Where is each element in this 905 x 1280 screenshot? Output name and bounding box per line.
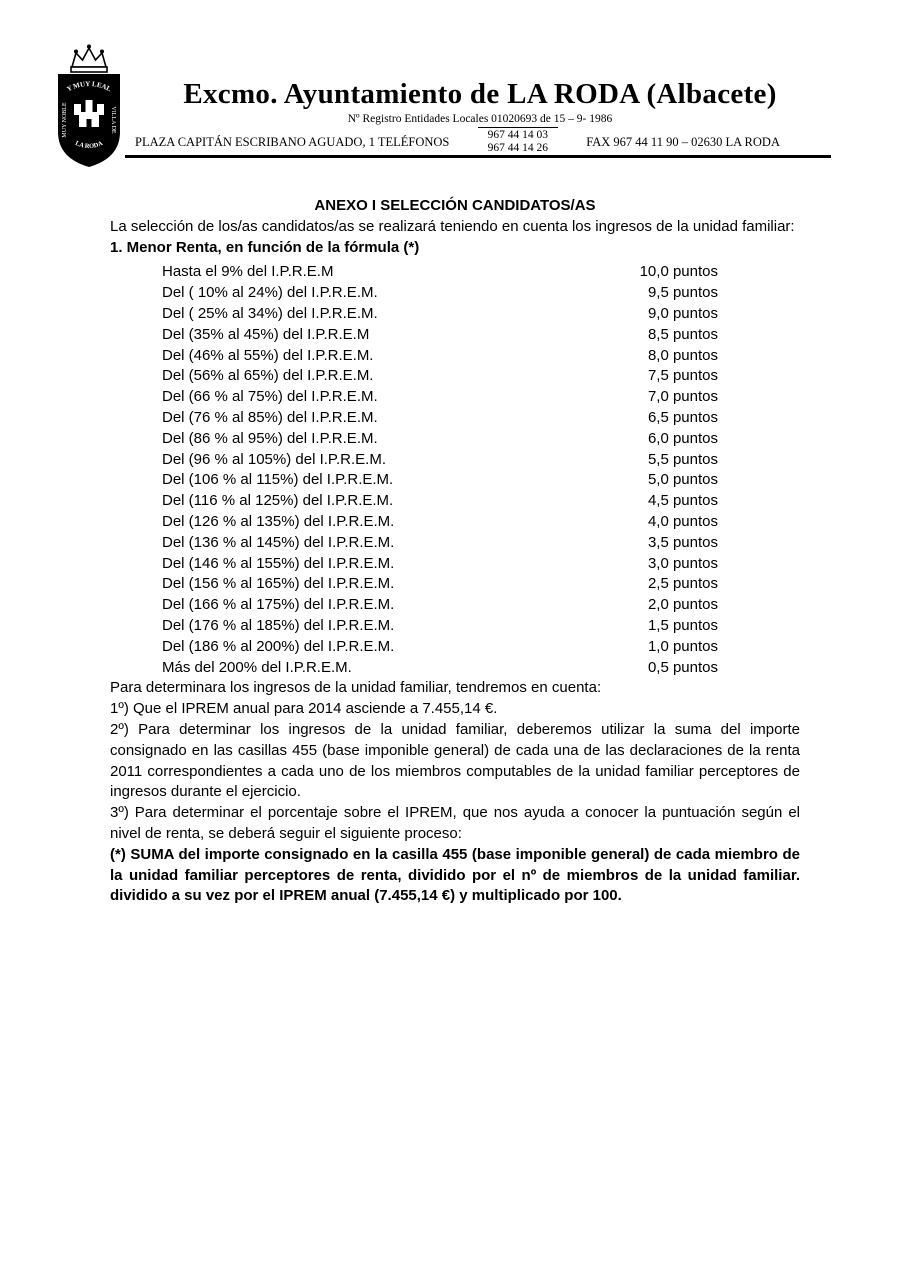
scale-row (110, 658, 718, 679)
scale-row (110, 595, 718, 616)
scale-points: 4,0 puntos (647, 512, 718, 530)
scale-row (110, 283, 718, 304)
scale-label: Del (46% al 55%) del I.P.R.E.M. (162, 346, 374, 364)
logo-motto-right: VILLA DE (110, 106, 116, 134)
intro-paragraph: La selección de los/as candidatos/as se realizará teniendo en cuenta los ingresos de la unidad familiar: (110, 217, 795, 235)
scale-label: Del (66 % al 75%) del I.P.R.E.M. (162, 388, 378, 406)
phone-2: 967 44 14 26 (487, 142, 548, 154)
scale-points: 0,5 puntos (647, 658, 718, 676)
header-info-row (135, 127, 780, 157)
scale-row (110, 346, 718, 367)
registry-line: Nº Registro Entidades Locales 01020693 de 15 – 9- 1986 (347, 113, 613, 125)
scale-points: 8,0 puntos (647, 346, 718, 364)
scale-points: 8,5 puntos (647, 325, 718, 343)
scale-label: Del (106 % al 115%) del I.P.R.E.M. (162, 471, 394, 489)
scale-row (110, 616, 718, 637)
fax-line: FAX 967 44 11 90 – 02630 LA RODA (586, 134, 780, 149)
coat-of-arms-icon (55, 40, 123, 168)
scale-points: 9,0 puntos (647, 304, 718, 322)
scale-row (110, 450, 718, 471)
scale-points: 7,5 puntos (647, 367, 718, 385)
scale-row (110, 491, 718, 512)
scale-label: Del (186 % al 200%) del I.P.R.E.M. (162, 637, 395, 655)
scale-label: Del (146 % al 155%) del I.P.R.E.M. (162, 554, 395, 572)
scale-label: Más del 200% del I.P.R.E.M. (162, 658, 352, 676)
scale-label: Del ( 10% al 24%) del I.P.R.E.M. (162, 284, 378, 302)
scale-row (110, 304, 718, 325)
address-line: PLAZA CAPITÁN ESCRIBANO AGUADO, 1 TELÉFONOS (135, 134, 450, 149)
scale-label: Del (56% al 65%) del I.P.R.E.M. (162, 367, 374, 385)
scale-points: 6,0 puntos (647, 429, 718, 447)
phone-1: 967 44 14 03 (487, 129, 548, 141)
scale-points: 3,0 puntos (647, 554, 718, 572)
scale-row (110, 325, 718, 346)
section-title: 1. Menor Renta, en función de la fórmula (*) (110, 238, 420, 256)
scale-row (110, 574, 718, 595)
scale-points: 5,5 puntos (647, 450, 718, 468)
scale-points: 4,5 puntos (647, 492, 718, 510)
scale-points: 1,5 puntos (647, 616, 718, 634)
scale-label: Del (156 % al 165%) del I.P.R.E.M. (162, 575, 395, 593)
points-scale (110, 262, 718, 678)
logo-motto-bottom: LA RODA (74, 139, 104, 151)
scale-label: Del (136 % al 145%) del I.P.R.E.M. (162, 533, 395, 551)
phone-numbers (478, 127, 558, 157)
footnote: (*) SUMA del importe consignado en la casilla 455 (base imponible general) de cada miembro de la unidad familiar perceptores de renta, dividido por el nº de miembros de la unidad familiar. dividido a su vez por el IPREM anual (7.455,14 €) y multiplicado por 100. (110, 845, 800, 905)
scale-label: Del (96 % al 105%) del I.P.R.E.M. (162, 450, 386, 468)
scale-row (110, 512, 718, 533)
scale-points: 3,5 puntos (647, 533, 718, 551)
document-body (110, 196, 800, 907)
scale-row (110, 429, 718, 450)
scale-points: 1,0 puntos (647, 637, 718, 655)
scale-label: Del (166 % al 175%) del I.P.R.E.M. (162, 596, 395, 614)
scale-label: Del ( 25% al 34%) del I.P.R.E.M. (162, 304, 378, 322)
note-1: 1º) Que el IPREM anual para 2014 asciende a 7.455,14 €. (110, 700, 498, 718)
scale-points: 2,0 puntos (647, 596, 718, 614)
scale-label: Del (126 % al 135%) del I.P.R.E.M. (162, 512, 395, 530)
scale-row (110, 262, 718, 283)
scale-row (110, 470, 718, 491)
scale-label: Del (35% al 45%) del I.P.R.E.M (162, 325, 370, 343)
scale-row (110, 408, 718, 429)
scale-label: Del (76 % al 85%) del I.P.R.E.M. (162, 408, 378, 426)
header-rule (125, 155, 831, 158)
scale-points: 5,0 puntos (647, 471, 718, 489)
scale-points: 7,0 puntos (647, 388, 718, 406)
header-title: Excmo. Ayuntamiento de LA RODA (Albacete) (183, 78, 777, 110)
notes-intro: Para determinara los ingresos de la unidad familiar, tendremos en cuenta: (110, 679, 602, 697)
scale-row (110, 387, 718, 408)
logo-motto-left: MUY NOBLE (62, 102, 68, 138)
scale-points: 6,5 puntos (647, 408, 718, 426)
scale-label: Hasta el 9% del I.P.R.E.M (162, 263, 334, 281)
scale-row (110, 554, 718, 575)
scale-row (110, 533, 718, 554)
scale-label: Del (176 % al 185%) del I.P.R.E.M. (162, 616, 395, 634)
scale-label: Del (86 % al 95%) del I.P.R.E.M. (162, 429, 378, 447)
document-heading: ANEXO I SELECCIÓN CANDIDATOS/AS (314, 197, 596, 214)
note-2: 2º) Para determinar los ingresos de la unidad familiar, deberemos utilizar la suma del importe consignado en las casillas 455 (base imponible general) de cada una de las declaraciones de la renta 2011 correspondientes a cada uno de los miembros computables de la unidad familiar perceptores de ingresos durante el ejercicio. (110, 720, 800, 801)
scale-points: 2,5 puntos (647, 575, 718, 593)
scale-row (110, 366, 718, 387)
note-3: 3º) Para determinar el porcentaje sobre el IPREM, que nos ayuda a conocer la puntuación según el nivel de renta, se deberá seguir el siguiente proceso: (110, 804, 800, 842)
scale-points: 10,0 puntos (639, 263, 718, 281)
scale-points: 9,5 puntos (647, 284, 718, 302)
scale-row (110, 637, 718, 658)
coat-of-arms-logo (55, 40, 123, 168)
logo-motto-top: Y MUY LEAL (65, 79, 113, 94)
scale-label: Del (116 % al 125%) del I.P.R.E.M. (162, 492, 394, 510)
